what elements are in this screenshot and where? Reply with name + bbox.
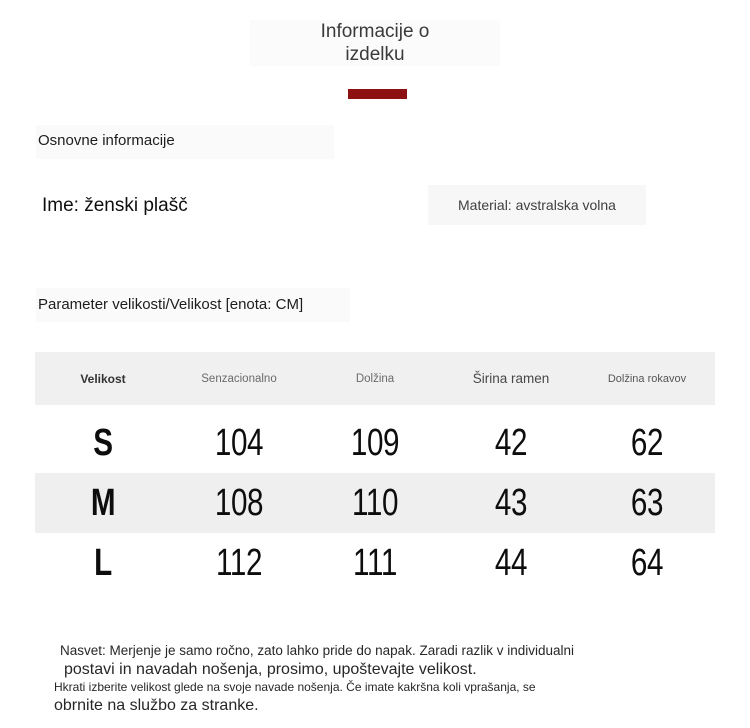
table-cell: 63 [630, 481, 664, 524]
column-header-length: Dolžina [355, 372, 395, 385]
material-label: Material: avstralska volna [458, 197, 616, 213]
column-header-size: Velikost [80, 371, 126, 386]
table-cell: 111 [353, 541, 397, 584]
table-cell: L [94, 541, 112, 584]
table-cell: 108 [214, 481, 264, 524]
page-title-line1: Informacije o [320, 21, 430, 42]
table-cell: 110 [351, 481, 399, 524]
title-underline [348, 89, 407, 99]
size-table [35, 352, 715, 593]
basic-info-heading: Osnovne informacije [38, 132, 175, 149]
note-line: Nasvet: Merjenje je samo ročno, zato lahko pride do napak. Zaradi razlik v individualni [60, 643, 575, 658]
table-row-s [35, 413, 715, 473]
size-table-header-row [35, 352, 715, 405]
table-cell: 44 [494, 541, 528, 584]
note-line: obrnite na službo za stranke. [54, 697, 259, 714]
table-row-l [35, 533, 715, 593]
material-chip [428, 185, 646, 225]
table-cell: 104 [214, 421, 264, 464]
table-cell: 43 [494, 481, 528, 524]
note-line: Hkrati izberite velikost glede na svoje navade nošenja. Če imate kakršna koli vprašanja, se [54, 680, 536, 694]
size-section-heading: Parameter velikosti/Velikost [enota: CM] [38, 296, 304, 313]
table-cell: 109 [350, 421, 400, 464]
table-cell: S [93, 421, 113, 464]
page-title [250, 20, 500, 66]
table-cell: 64 [630, 541, 664, 584]
column-header-bust: Senzacionalno [201, 372, 277, 385]
page-title-line2: izdelku [345, 44, 405, 65]
table-cell: 112 [215, 541, 263, 584]
table-cell: 42 [494, 421, 528, 464]
column-header-sleeve-length: Dolžina rokavov [607, 372, 687, 385]
measurement-notes [54, 642, 704, 715]
table-cell: 62 [630, 421, 664, 464]
table-row-m [35, 473, 715, 533]
table-cell: M [90, 481, 116, 524]
size-table-body [35, 413, 715, 593]
note-line: postavi in navadah nošenja, prosimo, upoštevajte velikost. [64, 661, 477, 678]
column-header-shoulder: Širina ramen [472, 371, 550, 386]
product-name: Ime: ženski plašč [42, 195, 188, 216]
